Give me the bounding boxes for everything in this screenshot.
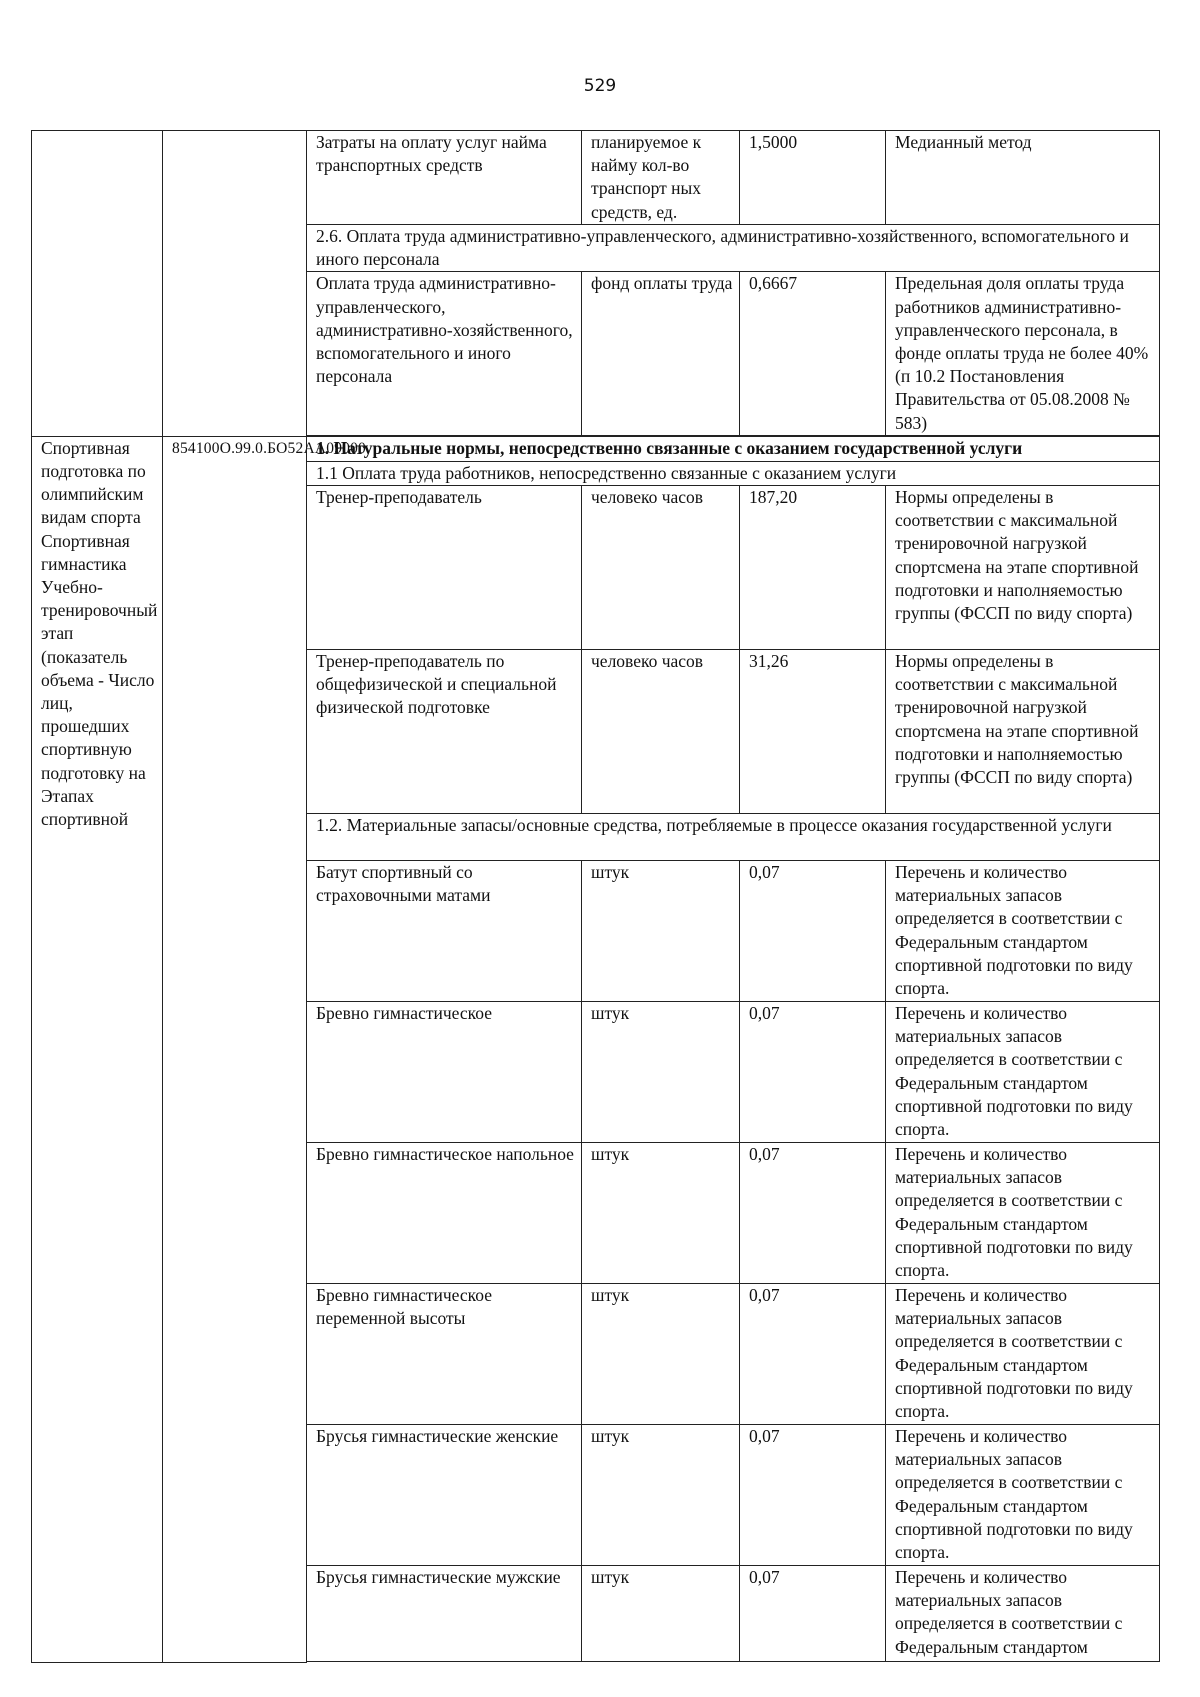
cost-name-cell: Брусья гимнастические женские — [307, 1425, 582, 1566]
table-row — [32, 131, 1160, 225]
cost-unit-cell: человеко часов — [582, 650, 740, 814]
cost-method-cell: Нормы определены в соответствии с максимальной тренировочной нагрузкой спортсмена на этапе спортивной подготовки и наполняемостью группы (ФССП по виду спорта) — [886, 650, 1160, 814]
cost-value-cell: 0,07 — [740, 861, 886, 1002]
section-heading: 1.1 Оплата труда работников, непосредственно связанные с оказанием услуги — [307, 461, 1160, 485]
cost-name-cell: Тренер-преподаватель по общефизической и специальной физической подготовке — [307, 650, 582, 814]
cost-unit-cell: человеко часов — [582, 486, 740, 650]
cost-method-cell: Перечень и количество материальных запасов определяется в соответствии с Федеральным стандартом спортивной подготовки по виду спорта. — [886, 1002, 1160, 1143]
cost-value-cell: 31,26 — [740, 650, 886, 814]
cost-unit-cell: штук — [582, 1143, 740, 1284]
cost-value-cell: 1,5000 — [740, 131, 886, 225]
cost-method-cell: Перечень и количество материальных запасов определяется в соответствии с Федеральным стандартом спортивной подготовки по виду спорта. — [886, 1425, 1160, 1566]
section-row — [32, 436, 1160, 461]
cost-method-cell: Медианный метод — [886, 131, 1160, 225]
cost-value-cell: 0,6667 — [740, 272, 886, 435]
section-heading: 1. Натуральные нормы, непосредственно связанные с оказанием государственной услуги — [307, 436, 1160, 461]
cost-value-cell: 0,07 — [740, 1284, 886, 1425]
cost-method-cell: Перечень и количество материальных запасов определяется в соответствии с Федеральным стандартом спортивной подготовки по виду спорта. — [886, 1284, 1160, 1425]
cost-method-cell: Перечень и количество материальных запасов определяется в соответствии с Федеральным стандартом спортивной подготовки по виду спорта. — [886, 1143, 1160, 1284]
cost-unit-cell: штук — [582, 1425, 740, 1566]
page-number: 529 — [583, 76, 617, 96]
cost-name-cell: Тренер-преподаватель — [307, 486, 582, 650]
section-heading: 1.2. Материальные запасы/основные средства, потребляемые в процессе оказания государственной услуги — [307, 814, 1160, 861]
service-name-cell: Спортивная подготовка по олимпийским видам спорта Спортивная гимнастика Учебно-тренировочный этап (показатель объема - Число лиц, прошедших спортивную подготовку на Этапах спортивной — [32, 436, 163, 1662]
cost-name-cell: Бревно гимнастическое напольное — [307, 1143, 582, 1284]
cost-value-cell: 0,07 — [740, 1002, 886, 1143]
cost-unit-cell: штук — [582, 1002, 740, 1143]
cost-name-cell: Оплата труда административно-управленческого, административно-хозяйственного, вспомогательного и иного персонала — [307, 272, 582, 435]
norms-table — [31, 130, 1160, 1663]
cost-name-cell: Батут спортивный со страховочными матами — [307, 861, 582, 1002]
cost-method-cell: Предельная доля оплаты труда работников административно-управленческого персонала, в фонде оплаты труда не более 40% (п 10.2 Постановления Правительства от 05.08.2008 № 583) — [886, 272, 1160, 435]
service-code-cell-empty — [163, 131, 307, 437]
cost-name-cell: Бревно гимнастическое переменной высоты — [307, 1284, 582, 1425]
cost-name-cell: Бревно гимнастическое — [307, 1002, 582, 1143]
cost-name-cell: Затраты на оплату услуг найма транспортных средств — [307, 131, 582, 225]
service-name-cell-empty — [32, 131, 163, 437]
cost-unit-cell: штук — [582, 861, 740, 1002]
cost-value-cell: 0,07 — [740, 1143, 886, 1284]
cost-method-cell: Перечень и количество материальных запасов определяется в соответствии с Федеральным стандартом — [886, 1566, 1160, 1662]
cost-value-cell: 0,07 — [740, 1425, 886, 1566]
cost-value-cell: 0,07 — [740, 1566, 886, 1662]
cost-unit-cell: планируемое к найму кол-во транспорт ных средств, ед. — [582, 131, 740, 225]
service-code-cell: 854100О.99.0.БО52АА09000 — [163, 436, 307, 1662]
cost-value-cell: 187,20 — [740, 486, 886, 650]
cost-name-cell: Брусья гимнастические мужские — [307, 1566, 582, 1662]
cost-unit-cell: штук — [582, 1284, 740, 1425]
cost-unit-cell: фонд оплаты труда — [582, 272, 740, 435]
section-heading: 2.6. Оплата труда административно-управленческого, административно-хозяйственного, вспомогательного и иного персонала — [307, 225, 1160, 272]
cost-unit-cell: штук — [582, 1566, 740, 1662]
cost-method-cell: Нормы определены в соответствии с максимальной тренировочной нагрузкой спортсмена на этапе спортивной подготовки и наполняемостью группы (ФССП по виду спорта) — [886, 486, 1160, 650]
cost-method-cell: Перечень и количество материальных запасов определяется в соответствии с Федеральным стандартом спортивной подготовки по виду спорта. — [886, 861, 1160, 1002]
